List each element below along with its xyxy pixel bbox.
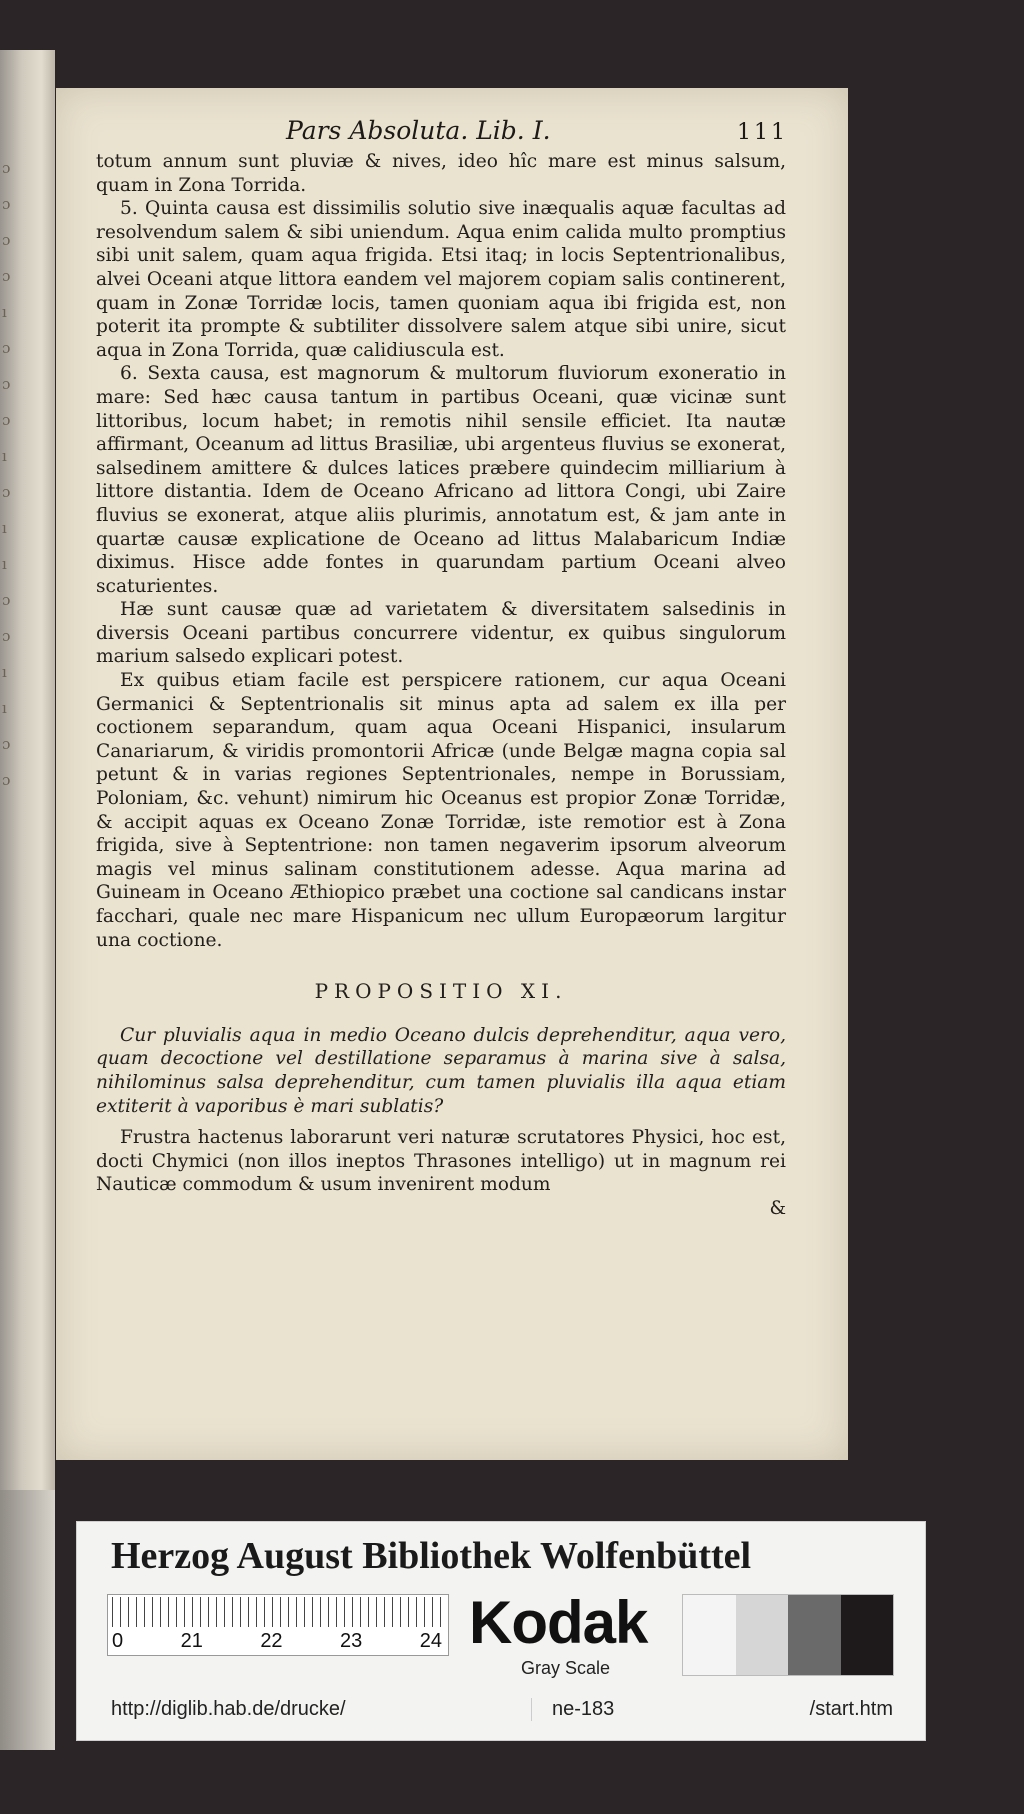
url-base: http://diglib.hab.de/drucke/	[111, 1698, 346, 1720]
url-shelfmark: ne-183	[531, 1698, 634, 1721]
ruler-number: 21	[180, 1630, 203, 1652]
paragraph: totum annum sunt pluviæ & nives, ideo hîc mare est minus salsum, quam in Zona Torrida.	[96, 151, 786, 196]
kodak-logo: Kodak	[469, 1589, 648, 1656]
facing-page-lower-edge	[0, 1490, 55, 1750]
scale-ruler	[107, 1594, 449, 1656]
gray-swatches	[682, 1594, 894, 1676]
ruler-number: 23	[340, 1630, 363, 1652]
gray-swatch	[736, 1595, 789, 1675]
book-page	[56, 88, 848, 1460]
paragraph: Hæ sunt causæ quæ ad varietatem & diversitatem salsedinis in diversis Oceani partibus concurrere videntur, ex quibus singulorum marium salsedo explicari potest.	[96, 599, 786, 668]
ruler-ticks	[112, 1597, 442, 1627]
running-title: Pars Absoluta. Lib. I.	[286, 116, 551, 145]
ruler-numbers	[112, 1630, 442, 1653]
running-head	[56, 116, 848, 150]
library-name: Herzog August Bibliothek Wolfenbüttel	[111, 1535, 752, 1577]
ruler-number: 0	[112, 1630, 124, 1652]
paragraph: Frustra hactenus laborarunt veri naturæ scrutatores Physici, hoc est, docti Chymici (non illos ineptos Thrasones intelligo) ut in magnum rei Nauticæ commodum & usum invenirent modum	[96, 1127, 786, 1196]
catchword: &	[769, 1197, 786, 1219]
proposition-heading: PROPOSITIO XI.	[314, 979, 568, 1004]
ruler-number: 22	[260, 1630, 283, 1652]
gray-scale-label: Gray Scale	[521, 1658, 611, 1678]
gray-swatch	[841, 1595, 894, 1675]
gray-swatch	[788, 1595, 841, 1675]
url-row	[111, 1694, 901, 1726]
paragraph: 6. Sexta causa, est magnorum & multorum fluviorum exoneratio in mare: Sed hæc causa tantum in partibus Oceani, quæ vicinæ sunt littoribus, locum habet; in remotis nihil sensile efficiet. Ita nautæ affirmant, Oceanum ad littus Brasiliæ, ubi argenteus fluvius se exonerat, salsedinem amittere & dulces latices præbere quindecim milliarium à littore distantia. Idem de Oceano Africano ad littora Congi, ubi Zaire fluvius se exonerat, atque aliis plurimis, annotatum est, & jam ante in quartæ causæ explicatione de Oceano ad littus Malabaricum Indiæ diximus. Hisce adde fontes in quarundam partium Oceani alveo scaturientes.	[96, 363, 786, 597]
facing-page-edge	[0, 50, 55, 1490]
paragraph: Ex quibus etiam facile est perspicere rationem, cur aqua Oceani Germanici & Septentrionalis sit minus apta ad salem ex illa per coctionem separandum, quam aqua Oceani Hispanici, insularum Canariarum, & viridis promontorii Africæ (unde Belgæ magna copia sal petunt & in varias regiones Septentrionales, nempe in Borussiam, Poloniam, &c. vehunt) nimirum hic Oceanus est propior Zonæ Torridæ, & accipit aquas ex Oceano Zonæ Torridæ, iste remotior est à Zona frigida, sive à Septentrione: non tamen negaverim ipsorum alveorum magis vel minus salinam constitutionem adesse. Aqua marina ad Guineam in Oceano Æthiopico præbet una coctione sal candicans instar facchari, quale nec mare Hispanicum nec ullum Europæorum largitur una coctione.	[96, 670, 786, 951]
url-suffix: /start.htm	[809, 1698, 893, 1720]
facing-page-letters: ɔ ɔ ɔ ɔ ı ɔ ɔ ɔ ı ɔ ı ı ɔ ɔ ı ı ɔ ɔ	[2, 159, 11, 789]
paragraph: 5. Quinta causa est dissimilis solutio sive inæqualis aquæ facultas ad resolvendum salem & sibi uniendum. Aqua enim calida multo promptius sibi unit salem, quam aqua frigida. Etsi itaq; in locis Septentrionalibus, alvei Oceani atque littora eandem vel majorem copiam salis continerent, quam in Zonæ Torridæ locis, tamen quoniam aqua ibi frigida est, non poterit ita prompte & subtiliter dissolvere salem atque sibi unire, sicut aqua in Zona Torrida, quæ calidiuscula est.	[96, 198, 786, 361]
page-number: 111	[737, 120, 788, 145]
proposition-question: Cur pluvialis aqua in medio Oceano dulcis deprehenditur, aqua vero, quam decoctione vel destillatione separamus à marina sive à salsa, nihilominus salsa deprehenditur, cum tamen pluvialis illa aqua etiam extiterit à vaporibus è mari sublatis?	[96, 1024, 786, 1117]
ruler-number: 24	[419, 1630, 442, 1652]
color-target-card	[76, 1521, 926, 1741]
gray-swatch	[683, 1595, 736, 1675]
body-text	[96, 150, 786, 1221]
